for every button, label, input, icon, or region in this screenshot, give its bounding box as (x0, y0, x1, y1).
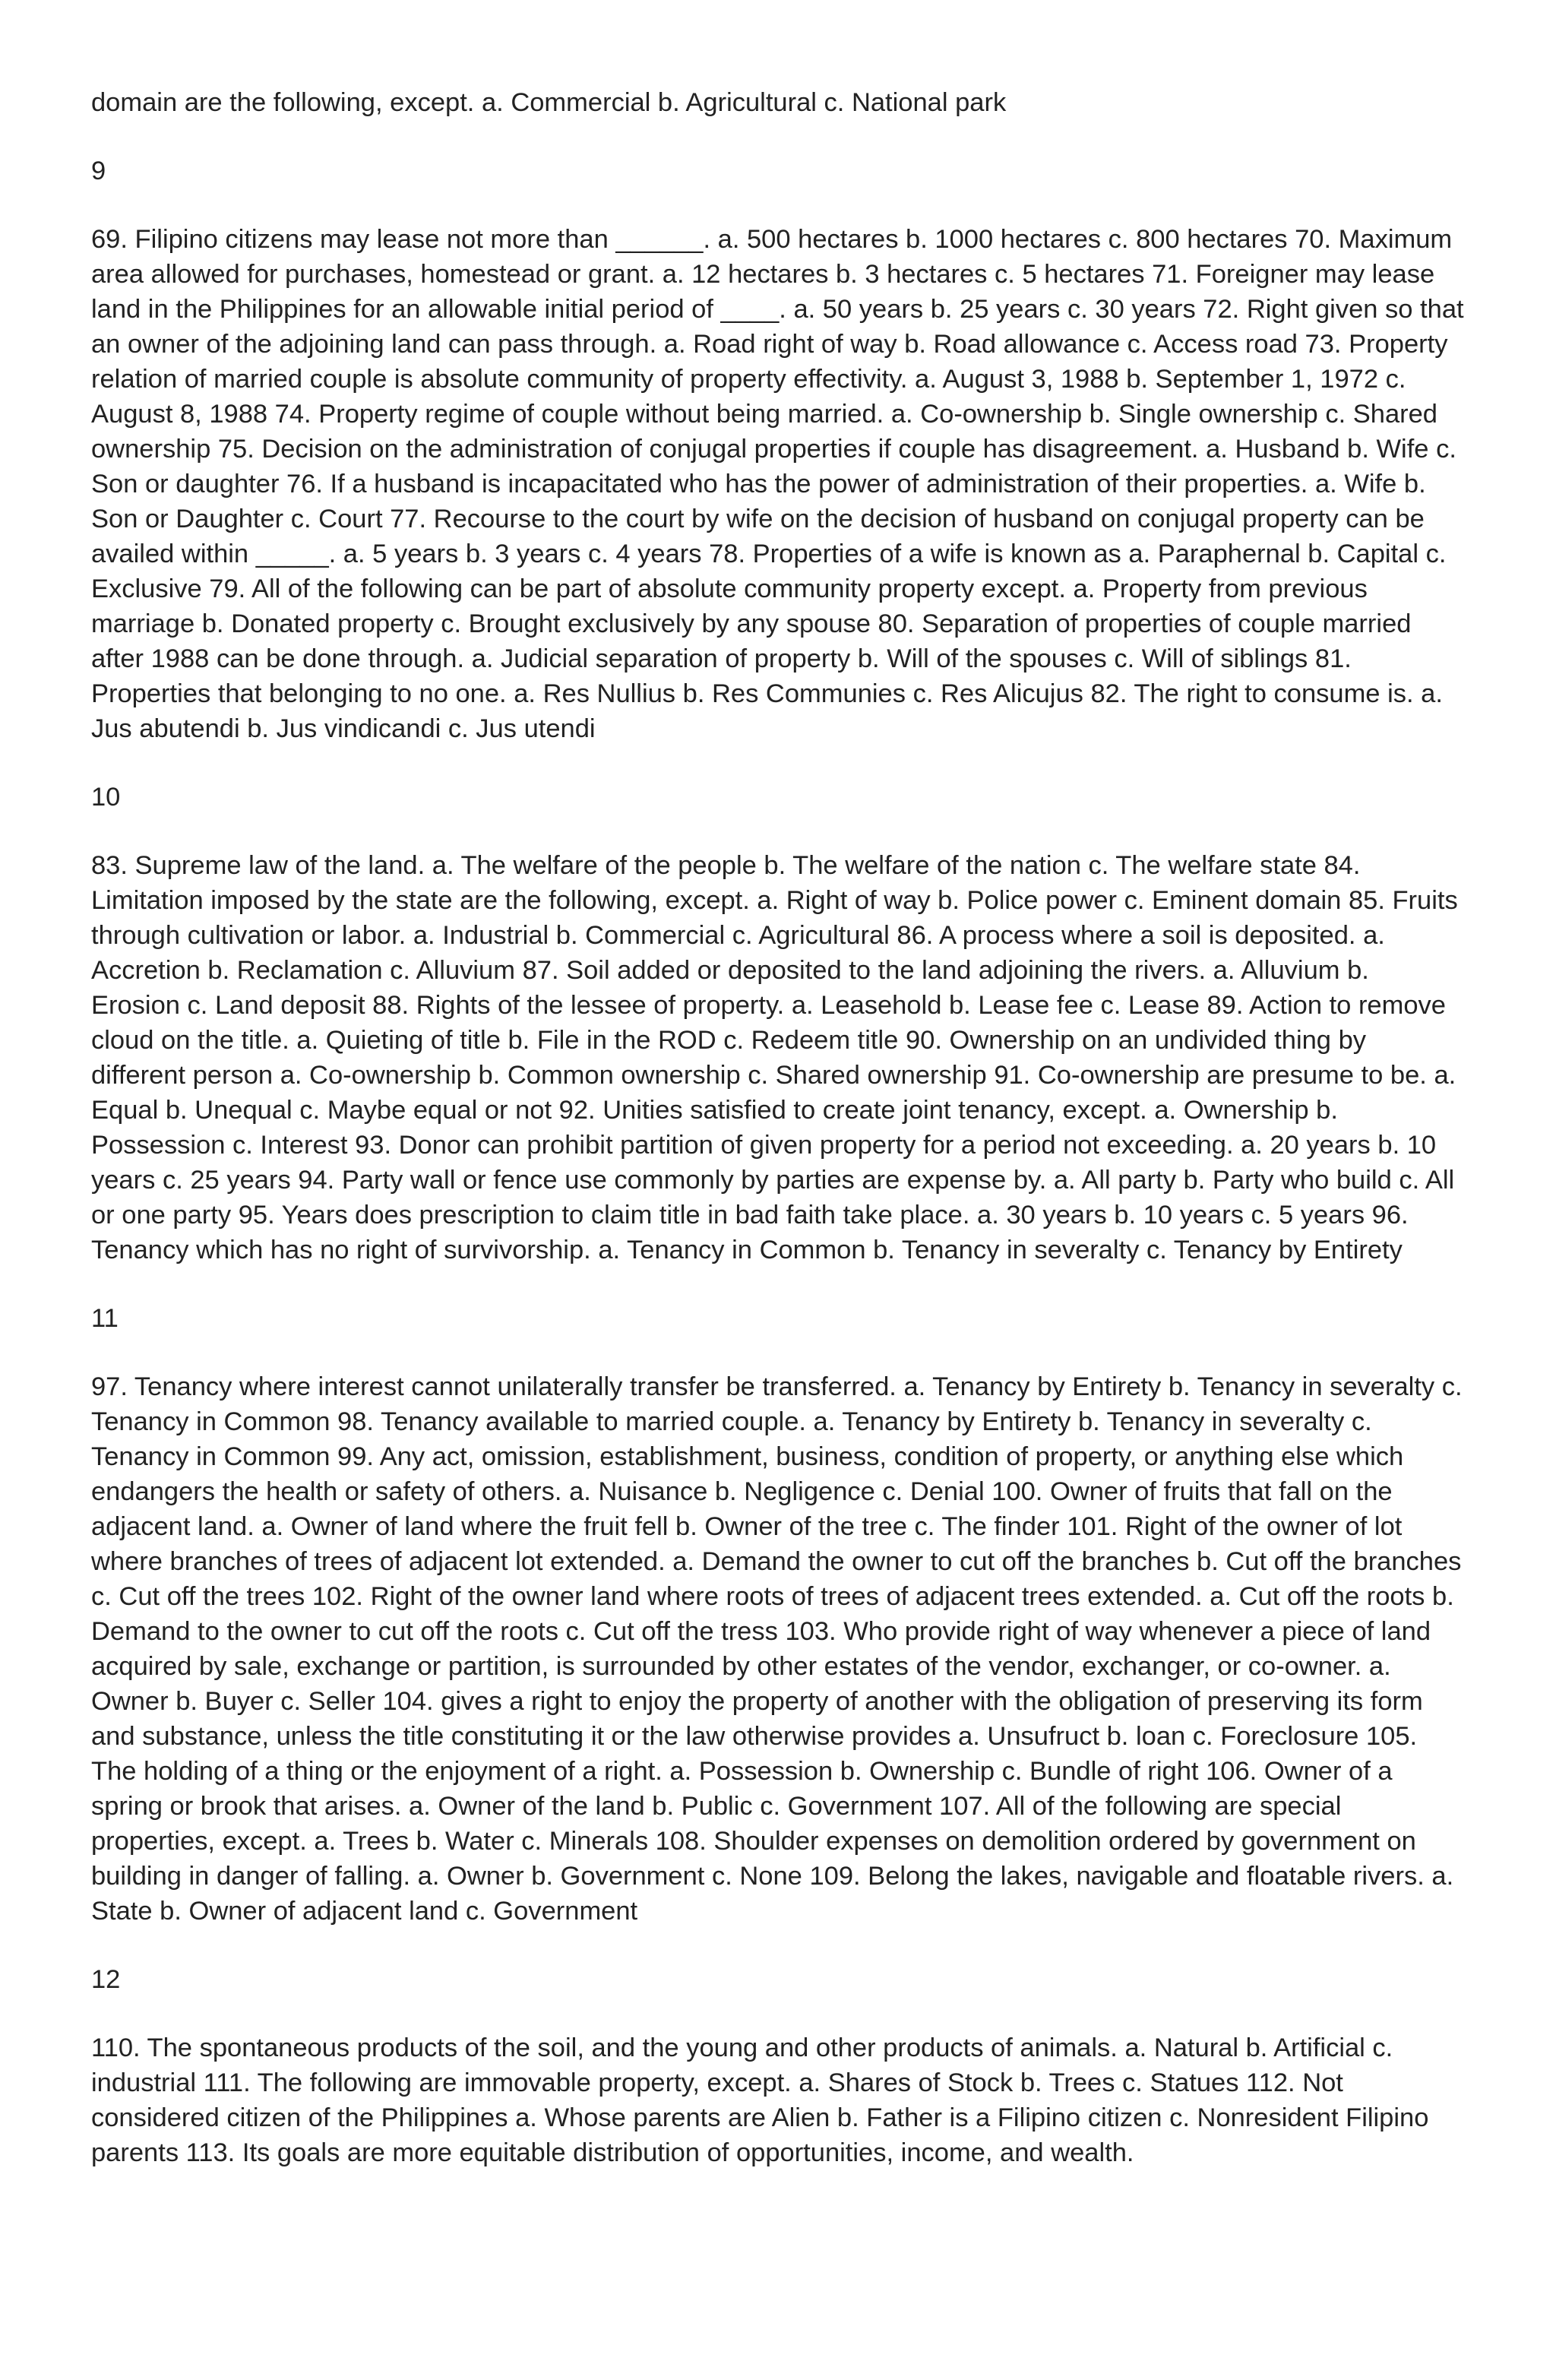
page-number: 9 (91, 157, 106, 185)
page-number: 12 (91, 1965, 121, 1994)
page-number: 11 (91, 1304, 119, 1333)
paragraph: 83. Supreme law of the land. a. The welfare of the people b. The welfare of the nation c. The welfare state 84. Limitation imposed by the state are the following, except. a. Right of way b. Police power c. Eminent domain 85. Fruits through cultivation or labor. a. Industrial b. Commercial c. Agricultural 86. A process where a soil is deposited. a. Accretion b. Reclamation c. Alluvium 87. Soil added or deposited to the land adjoining the rivers. a. Alluvium b. Erosion c. Land deposit 88. Rights of the lessee of property. a. Leasehold b. Lease fee c. Lease 89. Action to remove cloud on the title. a. Quieting of title b. File in the ROD c. Redeem title 90. Ownership on an undivided thing by different person a. Co-ownership b. Common ownership c. Shared ownership 91. Co-ownership are presume to be. a. Equal b. Unequal c. Maybe equal or not 92. Unities satisfied to create joint tenancy, except. a. Ownership b. Possession c. Interest 93. Donor can prohibit partition of given property for a period not exceeding. a. 20 years b. 10 years c. 25 years 94. Party wall or fence use commonly by parties are expense by. a. All party b. Party who build c. All or one party 95. Years does prescription to claim title in bad faith take place. a. 30 years b. 10 years c. 5 years 96. Tenancy which has no right of survivorship. a. Tenancy in Common b. Tenancy in severalty c. Tenancy by Entirety (91, 851, 1458, 1264)
document-page (91, 85, 1465, 2170)
page-number: 10 (91, 783, 121, 812)
paragraph: 97. Tenancy where interest cannot unilaterally transfer be transferred. a. Tenancy by Entirety b. Tenancy in severalty c. Tenancy in Common 98. Tenancy available to married couple. a. Tenancy by Entirety b. Tenancy in severalty c. Tenancy in Common 99. Any act, omission, establishment, business, condition of property, or anything else which endangers the health or safety of others. a. Nuisance b. Negligence c. Denial 100. Owner of fruits that fall on the adjacent land. a. Owner of land where the fruit fell b. Owner of the tree c. The finder 101. Right of the owner of lot where branches of trees of adjacent lot extended. a. Demand the owner to cut off the branches b. Cut off the branches c. Cut off the trees 102. Right of the owner land where roots of trees of adjacent trees extended. a. Cut off the roots b. Demand to the owner to cut off the roots c. Cut off the tress 103. Who provide right of way whenever a piece of land acquired by sale, exchange or partition, is surrounded by other estates of the vendor, exchanger, or co-owner. a. Owner b. Buyer c. Seller 104. gives a right to enjoy the property of another with the obligation of preserving its form and substance, unless the title constituting it or the law otherwise provides a. Unsufruct b. loan c. Foreclosure 105. The holding of a thing or the enjoyment of a right. a. Possession b. Ownership c. Bundle of right 106. Owner of a spring or brook that arises. a. Owner of the land b. Public c. Government 107. All of the following are special properties, except. a. Trees b. Water c. Minerals 108. Shoulder expenses on demolition ordered by government on building in danger of falling. a. Owner b. Government c. None 109. Belong the lakes, navigable and floatable rivers. a. State b. Owner of adjacent land c. Government (91, 1372, 1463, 1926)
paragraph: domain are the following, except. a. Commercial b. Agricultural c. National park (91, 88, 1007, 117)
paragraph: 69. Filipino citizens may lease not more than ______. a. 500 hectares b. 1000 hectares c. 800 hectares 70. Maximum area allowed for purchases, homestead or grant. a. 12 hectares b. 3 hectares c. 5 hectares 71. Foreigner may lease land in the Philippines for an allowable initial period of ____. a. 50 years b. 25 years c. 30 years 72. Right given so that an owner of the adjoining land can pass through. a. Road right of way b. Road allowance c. Access road 73. Property relation of married couple is absolute community of property effectivity. a. August 3, 1988 b. September 1, 1972 c. August 8, 1988 74. Property regime of couple without being married. a. Co-ownership b. Single ownership c. Shared ownership 75. Decision on the administration of conjugal properties if couple has disagreement. a. Husband b. Wife c. Son or daughter 76. If a husband is incapacitated who has the power of administration of their properties. a. Wife b. Son or Daughter c. Court 77. Recourse to the court by wife on the decision of husband on conjugal property can be availed within _____. a. 5 years b. 3 years c. 4 years 78. Properties of a wife is known as a. Paraphernal b. Capital c. Exclusive 79. All of the following can be part of absolute community property except. a. Property from previous marriage b. Donated property c. Brought exclusively by any spouse 80. Separation of properties of couple married after 1988 can be done through. a. Judicial separation of property b. Will of the spouses c. Will of siblings 81. Properties that belonging to no one. a. Res Nullius b. Res Communies c. Res Alicujus 82. The right to consume is. a. Jus abutendi b. Jus vindicandi c. Jus utendi (91, 225, 1464, 743)
paragraph: 110. The spontaneous products of the soil, and the young and other products of animals. a. Natural b. Artificial c. industrial 111. The following are immovable property, except. a. Shares of Stock b. Trees c. Statues 112. Not considered citizen of the Philippines a. Whose parents are Alien b. Father is a Filipino citizen c. Nonresident Filipino parents 113. Its goals are more equitable distribution of opportunities, income, and wealth. (91, 2033, 1429, 2167)
